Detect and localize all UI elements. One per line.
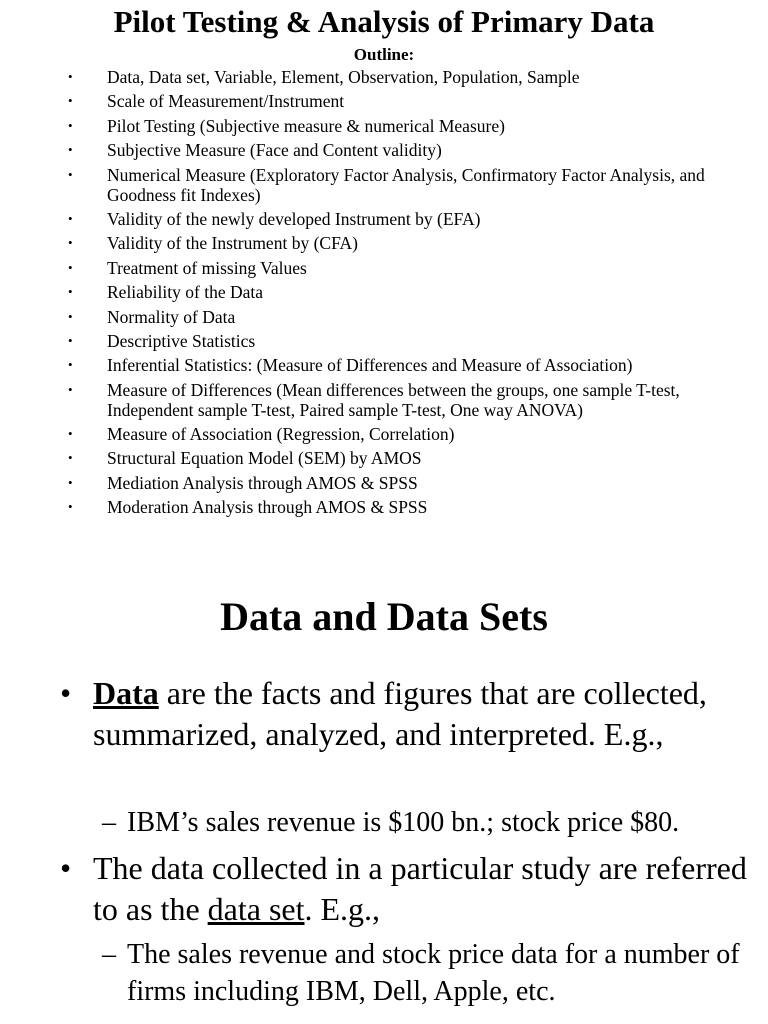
outline-item-text: Numerical Measure (Exploratory Factor Analysis, Confirmatory Factor Analysis, and Goodness fit Indexes) bbox=[107, 164, 705, 205]
outline-item-text: Data, Data set, Variable, Element, Observation, Population, Sample bbox=[107, 67, 580, 87]
dash-glyph: – bbox=[102, 939, 116, 970]
bullet-glyph: • bbox=[68, 357, 73, 373]
outline-item bbox=[0, 424, 740, 444]
data-term: Data bbox=[93, 675, 159, 711]
outline-item bbox=[0, 67, 740, 87]
outline-item bbox=[0, 233, 740, 253]
outline-item bbox=[0, 473, 740, 493]
outline-item-text: Mediation Analysis through AMOS & SPSS bbox=[107, 472, 418, 493]
outline-item bbox=[0, 355, 740, 375]
outline-label: Outline: bbox=[353, 45, 415, 64]
outline-item-text: Reliability of the Data bbox=[107, 282, 263, 303]
outline-item-text: Structural Equation Model (SEM) by AMOS bbox=[107, 448, 422, 469]
bullet-glyph: • bbox=[68, 142, 73, 158]
data-set-definition-point bbox=[93, 848, 753, 930]
data-set-text-before: The data collected in a particular study are referred to as the bbox=[93, 850, 747, 927]
outline-item bbox=[0, 91, 740, 111]
outline-item-text: Normality of Data bbox=[107, 306, 236, 327]
bullet-glyph: • bbox=[68, 308, 73, 324]
bullet-glyph: • bbox=[68, 93, 73, 109]
outline-item bbox=[0, 497, 740, 517]
outline-item-text: Subjective Measure (Face and Content validity) bbox=[107, 140, 442, 161]
outline-item bbox=[0, 140, 740, 160]
data-set-term: data set bbox=[207, 891, 305, 927]
data-sets-slide-title: Data and Data Sets bbox=[220, 594, 548, 639]
outline-item-text: Measure of Association (Regression, Correlation) bbox=[107, 424, 455, 445]
data-sets-slide bbox=[0, 585, 768, 1024]
outline-item-text: Inferential Statistics: (Measure of Differences and Measure of Association) bbox=[107, 355, 633, 376]
bullet-glyph: • bbox=[68, 166, 73, 182]
bullet-glyph: • bbox=[68, 284, 73, 300]
bullet-glyph: • bbox=[68, 426, 73, 442]
bullet-glyph: • bbox=[68, 474, 73, 490]
outline-item bbox=[0, 331, 740, 351]
bullet-glyph: • bbox=[68, 235, 73, 251]
outline-item-text: Scale of Measurement/Instrument bbox=[107, 91, 345, 112]
data-definition-point bbox=[93, 673, 753, 755]
bullet-glyph: • bbox=[68, 117, 73, 133]
outline-item bbox=[0, 116, 740, 136]
outline-item-text: Treatment of missing Values bbox=[107, 257, 307, 278]
outline-item-text: Validity of the Instrument by (CFA) bbox=[107, 233, 358, 254]
bullet-glyph: • bbox=[68, 381, 73, 397]
outline-item-text: Validity of the newly developed Instrument by (EFA) bbox=[107, 208, 481, 229]
bullet-glyph: • bbox=[68, 499, 73, 515]
outline-item-text: Pilot Testing (Subjective measure & numerical Measure) bbox=[107, 115, 505, 136]
data-set-text-after: . E.g., bbox=[304, 891, 381, 927]
data-definition-text: are the facts and figures that are collected, summarized, analyzed, and interpreted. E.g., bbox=[93, 675, 707, 752]
bullet-glyph: • bbox=[68, 450, 73, 466]
outline-item bbox=[0, 307, 740, 327]
bullet-glyph: • bbox=[60, 675, 72, 711]
bullet-glyph: • bbox=[68, 210, 73, 226]
outline-item bbox=[0, 380, 740, 420]
outline-slide-title: Pilot Testing & Analysis of Primary Data bbox=[113, 4, 655, 39]
outline-list bbox=[0, 67, 740, 522]
data-example-subpoint: IBM’s sales revenue is $100 bn.; stock price $80. bbox=[127, 807, 680, 838]
bullet-glyph: • bbox=[60, 850, 72, 886]
outline-item bbox=[0, 448, 740, 468]
outline-item-text: Descriptive Statistics bbox=[107, 330, 256, 351]
outline-item bbox=[0, 209, 740, 229]
bullet-glyph: • bbox=[68, 69, 73, 84]
outline-item bbox=[0, 258, 740, 278]
data-set-example-subpoint: The sales revenue and stock price data for a number of firms including IBM, Dell, Apple, etc. bbox=[127, 939, 740, 1007]
outline-item bbox=[0, 165, 740, 205]
bullet-glyph: • bbox=[68, 332, 73, 348]
outline-item-text: Measure of Differences (Mean differences between the groups, one sample T-test, Independent sample T-test, Paired sample T-test, One way ANOVA) bbox=[107, 379, 680, 420]
outline-item-text: Moderation Analysis through AMOS & SPSS bbox=[107, 497, 428, 518]
dash-glyph: – bbox=[102, 807, 116, 838]
bullet-glyph: • bbox=[68, 259, 73, 275]
outline-item bbox=[0, 282, 740, 302]
